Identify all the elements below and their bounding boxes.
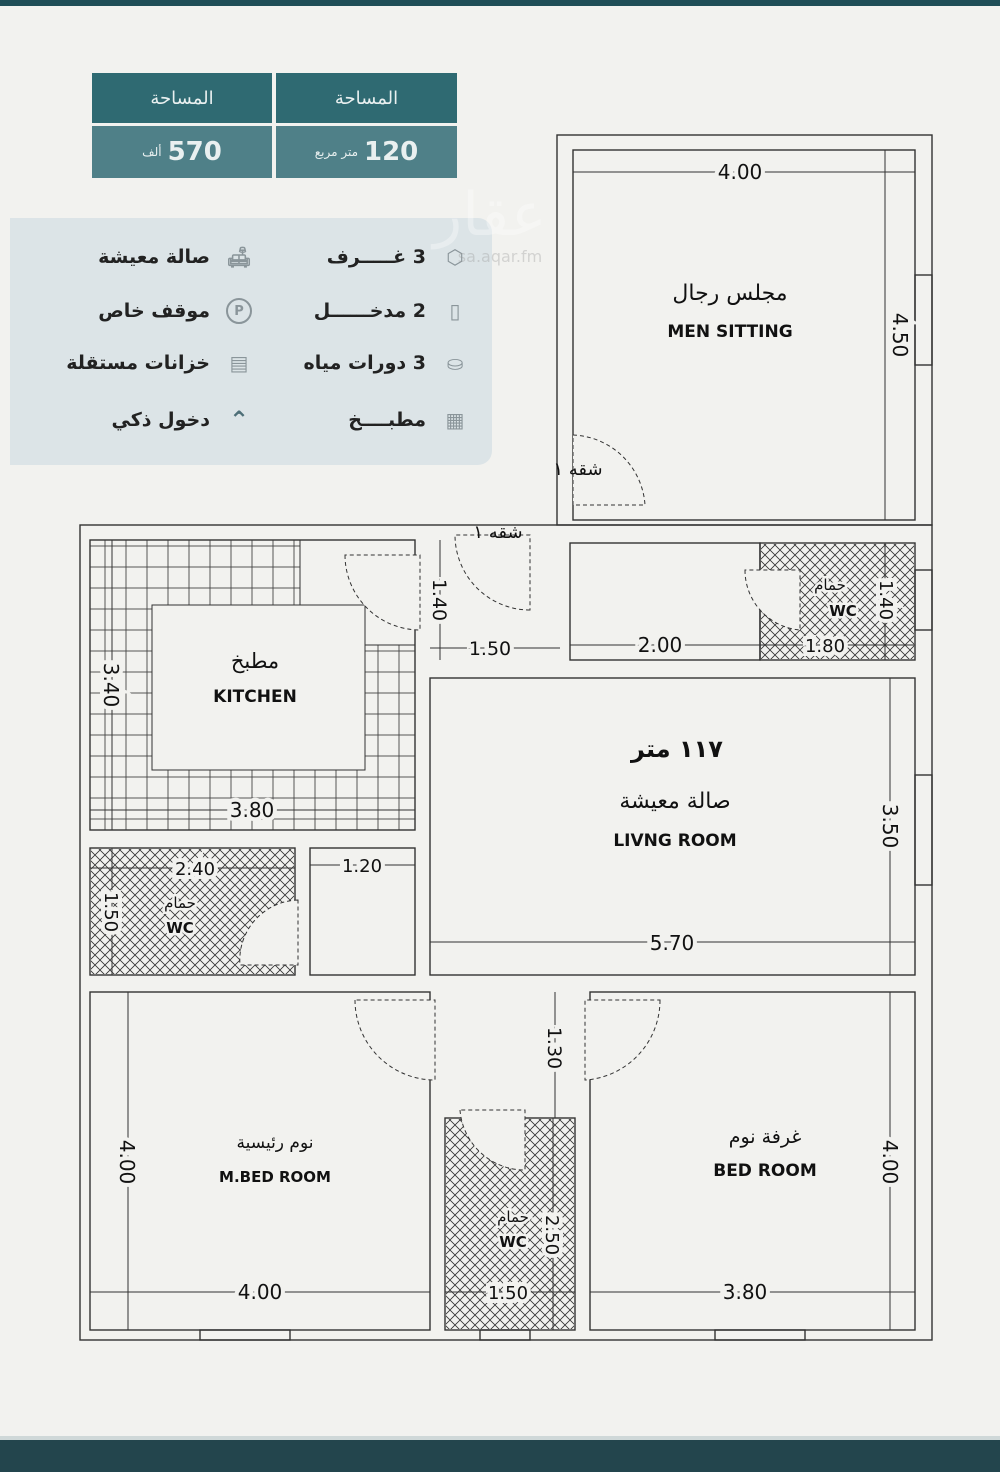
dim-wc-bottom-w: 1.50 bbox=[487, 1283, 529, 1304]
room-cube-icon: ⬡ bbox=[446, 245, 464, 269]
feature-label: 2 مدخــــــل bbox=[313, 300, 426, 322]
bottom-bar bbox=[0, 1440, 1000, 1472]
window bbox=[915, 275, 932, 365]
kitchen-label-en: KITCHEN bbox=[213, 687, 297, 707]
window bbox=[480, 1330, 530, 1340]
window bbox=[915, 570, 932, 630]
cabinet-icon: ▤ bbox=[229, 351, 249, 375]
feature-label: مطبــــخ bbox=[348, 409, 426, 431]
dim-master-bed-w: 4.00 bbox=[237, 1280, 283, 1304]
watermark bbox=[430, 180, 546, 266]
feature-label: صالة معيشة bbox=[98, 246, 210, 268]
entrance-label: شقه ١ bbox=[553, 459, 603, 480]
bathtub-icon: ⛀ bbox=[446, 351, 464, 375]
feature-label: 3 دورات مياه bbox=[303, 352, 426, 374]
watermark-url: sa.aqar.fm bbox=[457, 247, 543, 266]
bed-room-label-en: BED ROOM bbox=[713, 1161, 817, 1181]
feature-label: موقف خاص bbox=[98, 300, 210, 322]
dim-hall-top-w: 2.00 bbox=[637, 633, 683, 657]
price-unit: ألف bbox=[142, 145, 162, 159]
dim-men-sitting-h: 4.50 bbox=[888, 312, 912, 358]
price-header-label: المساحة bbox=[150, 87, 214, 109]
master-bed-label-ar: نوم رئيسية bbox=[236, 1133, 314, 1153]
watermark-logo: عقار bbox=[433, 180, 547, 250]
wc-bottom-label-ar: حمام bbox=[497, 1208, 529, 1226]
dim-passage-h: 1.30 bbox=[543, 1026, 565, 1070]
dim-wc-left-h: 1.50 bbox=[100, 891, 121, 933]
wc-top-label-ar: حمام bbox=[814, 576, 846, 594]
area-value: 120 bbox=[364, 137, 419, 167]
dim-living-w: 5.70 bbox=[649, 931, 695, 955]
bed-room-label-ar: غرفة نوم bbox=[728, 1126, 802, 1148]
master-bed-label-en: M.BED ROOM bbox=[219, 1168, 331, 1186]
kitchen-icon: ▦ bbox=[445, 408, 465, 432]
kitchen-label-ar: مطبخ bbox=[230, 649, 280, 673]
wc-left-label-ar: حمام bbox=[164, 894, 196, 912]
dim-wc-left-w: 2.40 bbox=[174, 859, 216, 880]
dim-master-bed-h: 4.00 bbox=[115, 1139, 139, 1185]
area-unit: متر مربع bbox=[314, 145, 358, 159]
area-header-label: المساحة bbox=[334, 87, 399, 109]
living-area: ١١٧ متر bbox=[631, 735, 723, 763]
dim-wc-top-h: 1.40 bbox=[875, 579, 896, 621]
dim-bed-room-h: 4.00 bbox=[878, 1139, 902, 1185]
men-sitting-label-en: MEN SITTING bbox=[667, 322, 793, 342]
dim-store-w: 1.20 bbox=[341, 856, 383, 877]
door-swing bbox=[355, 1000, 435, 1080]
dim-kitchen-w: 3.80 bbox=[229, 798, 275, 822]
window bbox=[200, 1330, 290, 1340]
door-swing bbox=[585, 1000, 660, 1080]
price-value: 570 bbox=[167, 137, 222, 167]
dim-corridor-w: 1.50 bbox=[468, 638, 512, 660]
wc-left-label-en: WC bbox=[166, 919, 194, 937]
dim-men-sitting-w: 4.00 bbox=[717, 160, 763, 184]
parking-icon: P bbox=[224, 296, 254, 326]
dim-corridor-h: 1.40 bbox=[428, 578, 450, 622]
door-swing bbox=[455, 535, 530, 610]
feature-label: دخول ذكي bbox=[111, 409, 210, 431]
window bbox=[915, 775, 932, 885]
dim-bed-room-w: 3.80 bbox=[722, 1280, 768, 1304]
dim-wc-top-w: 1.80 bbox=[804, 636, 846, 657]
living-label-ar: صالة معيشة bbox=[619, 789, 731, 814]
window bbox=[715, 1330, 805, 1340]
dim-wc-bottom-h: 2.50 bbox=[541, 1214, 562, 1256]
dim-living-h: 3.50 bbox=[878, 803, 902, 849]
men-sitting-label-ar: مجلس رجال bbox=[672, 281, 788, 306]
wc-bottom-label-en: WC bbox=[499, 1233, 527, 1251]
dim-kitchen-h: 3.40 bbox=[99, 662, 123, 708]
sofa-lamp-icon: 🛋︎ bbox=[226, 245, 252, 269]
entrance-label: شقه ١ bbox=[473, 522, 523, 543]
door-icon: ▯ bbox=[449, 299, 461, 323]
feature-label: 3 غـــــرف bbox=[326, 246, 426, 268]
feature-label: خزانات مستقلة bbox=[66, 352, 210, 374]
chevron-up-icon: ⌃ bbox=[228, 406, 250, 434]
wc-top-label-en: WC bbox=[829, 602, 857, 620]
living-label-en: LIVNG ROOM bbox=[613, 831, 737, 851]
